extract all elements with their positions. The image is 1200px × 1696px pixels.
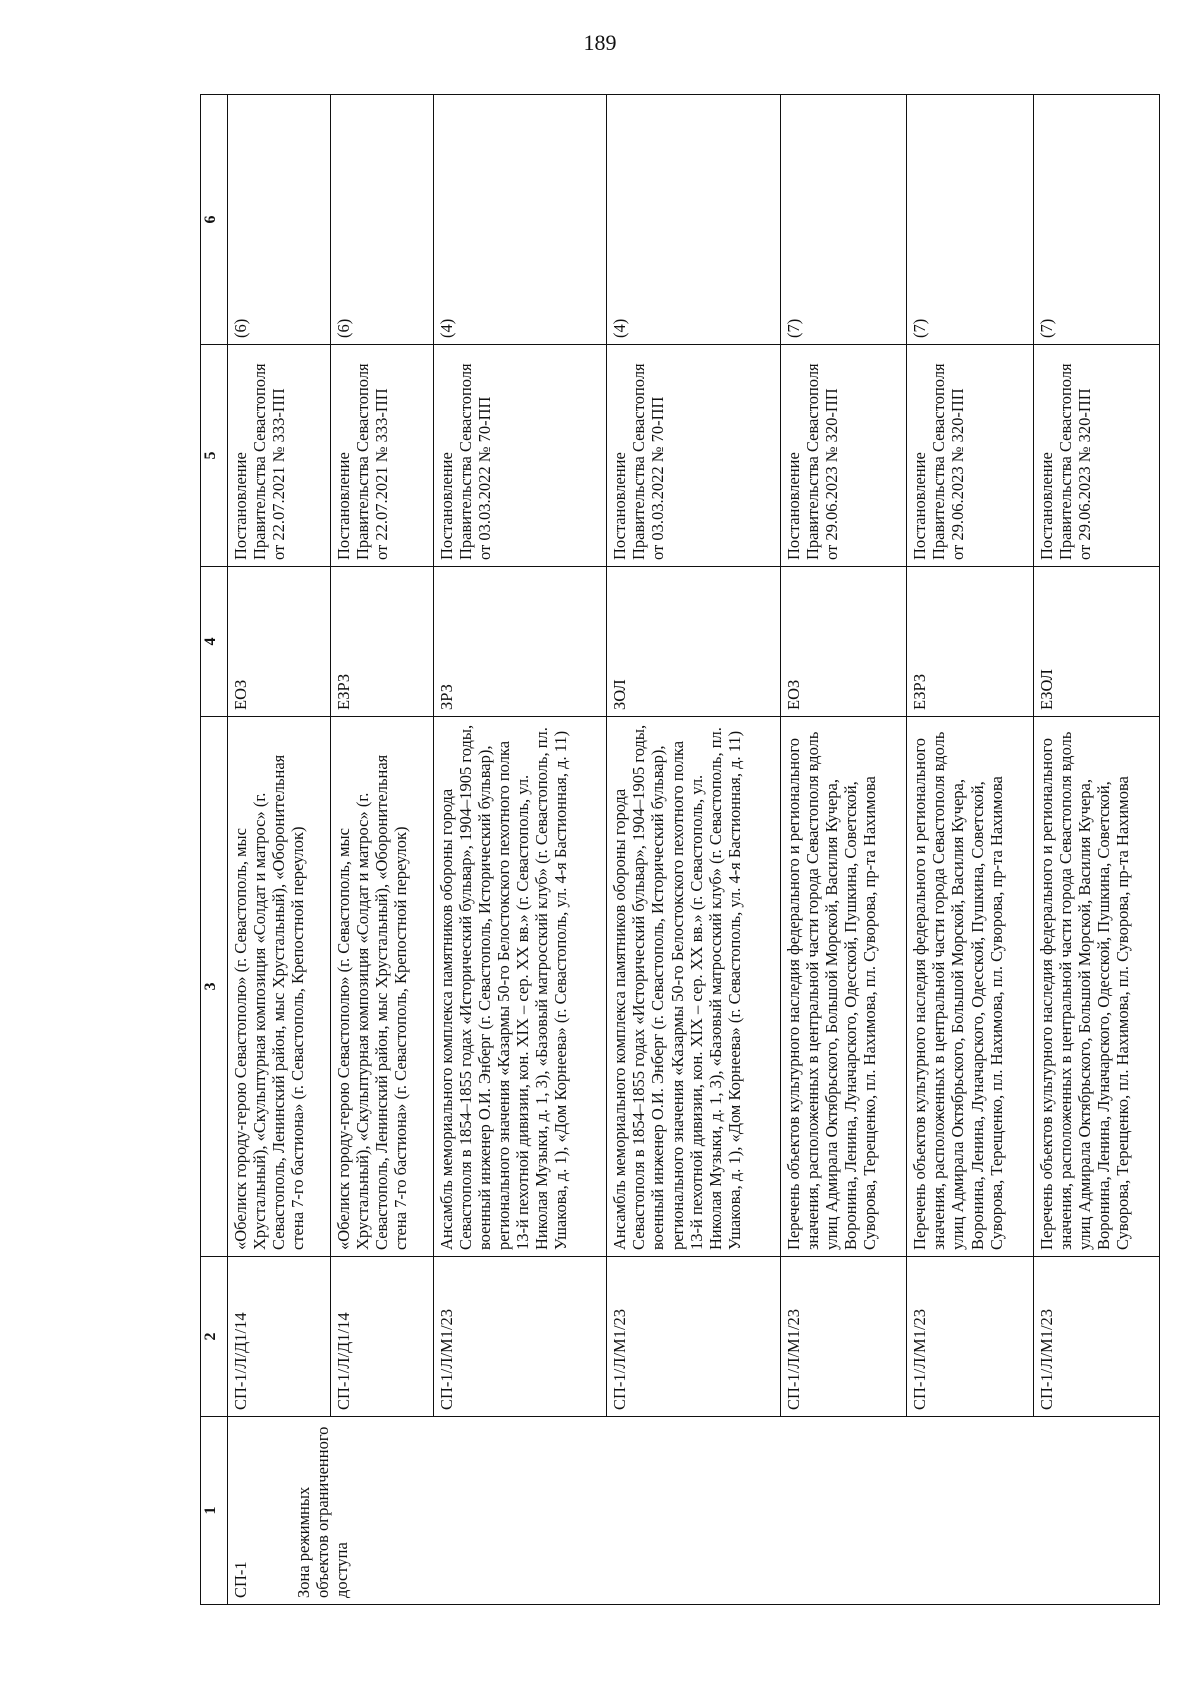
note-reference: (7) (907, 95, 1033, 345)
table-header-row (201, 95, 228, 1605)
legal-document: Постановление Правительства Севастополя от 29.06.2023 № 320-ПП (907, 345, 1033, 567)
legal-document: Постановление Правительства Севастополя от 03.03.2022 № 70-ПП (433, 345, 607, 567)
object-code: СП-1/Л/М1/23 (433, 1257, 607, 1417)
object-list: Ансамбль мемориального комплекса памятников обороны города Севастополя в 1854–1855 годах «Исторический бульвар», 1904–1905 годы, военный инженер О.И. Энберг (г. Севастополь, Исторический бульвар), регионального значения «Казармы 50-го Белостокского пехотного полка 13-й пехотной дивизии, кон. XIX – сер. XX вв.» (г. Севастополь, ул. Николая Музыки, д. 1, 3), «Базовый матросский клуб» (г. Севастополь, пл. Ушакова, д. 1), «Дом Корнеева» (г. Севастополь, ул. 4-я Бастионная, д. 11) (433, 717, 607, 1257)
rotated-table-frame (200, 95, 1160, 1605)
table-row (330, 95, 433, 1605)
table-row (1033, 95, 1159, 1605)
protection-zone-type: ЕЗОЛ (1033, 567, 1159, 717)
object-list: Перечень объектов культурного наследия федерального и регионального значения, расположенных в центральной части города Севастополя вдоль улиц Адмирала Октябрьского, Большой Морской, Василия Кучера, Воронина, Ленина, Луначарского, Одесской, Пушкина, Советской, Суворова, Терещенко, пл. Нахимова, пл. Суворова, пр-та Нахимова (1033, 717, 1159, 1257)
note-reference: (7) (780, 95, 906, 345)
table-row (433, 95, 607, 1605)
object-code: СП-1/Л/М1/23 (607, 1257, 781, 1417)
protection-zone-type: ЗОЛ (607, 567, 781, 717)
zone-code: СП-1 (231, 1561, 250, 1598)
note-reference: (7) (1033, 95, 1159, 345)
column-header-1: 1 (201, 1417, 228, 1605)
object-list: Перечень объектов культурного наследия федерального и регионального значения, расположенных в центральной части города Севастополя вдоль улиц Адмирала Октябрьского, Большой Морской, Василия Кучера, Воронина, Ленина, Луначарского, Одесской, Пушкина, Советской, Суворова, Терещенко, пл. Нахимова, пл. Суворова, пр-та Нахимова (780, 717, 906, 1257)
zones-table (200, 94, 1160, 1605)
protection-zone-type: ЗРЗ (433, 567, 607, 717)
legal-document: Постановление Правительства Севастополя от 22.07.2021 № 333-ПП (228, 345, 331, 567)
note-reference: (4) (607, 95, 781, 345)
table-row (228, 95, 331, 1605)
table-row (780, 95, 906, 1605)
object-code: СП-1/Л/М1/23 (1033, 1257, 1159, 1417)
object-list: «Обелиск городу-герою Севастополю» (г. Севастополь, мыс Хрустальный), «Скульптурная композиция «Солдат и матрос» (г. Севастополь, Ленинский район, мыс Хрустальный), «Оборонительная стена 7-го бастиона» (г. Севастополь, Крепостной переулок) (228, 717, 331, 1257)
object-list: Перечень объектов культурного наследия федерального и регионального значения, расположенных в центральной части города Севастополя вдоль улиц Адмирала Октябрьского, Большой Морской, Василия Кучера, Воронина, Ленина, Луначарского, Одесской, Пушкина, Советской, Суворова, Терещенко, пл. Нахимова, пл. Суворова, пр-та Нахимова (907, 717, 1033, 1257)
column-header-3: 3 (201, 717, 228, 1257)
rotated-table-container (200, 95, 1160, 1605)
column-header-5: 5 (201, 345, 228, 567)
object-code: СП-1/Л/Д1/14 (228, 1257, 331, 1417)
zone-cell (228, 1417, 1160, 1605)
column-header-6: 6 (201, 95, 228, 345)
table-row (607, 95, 781, 1605)
page-number: 189 (583, 30, 617, 55)
column-header-4: 4 (201, 567, 228, 717)
object-list: Ансамбль мемориального комплекса памятников обороны города Севастополя в 1854–1855 годах «Исторический бульвар», 1904–1905 годы, военный инженер О.И. Энберг (г. Севастополь, Исторический бульвар), регионального значения «Казармы 50-го Белостокского пехотного полка 13-й пехотной дивизии, кон. XIX – сер. XX вв.» (г. Севастополь, ул. Николая Музыки, д. 1, 3), «Базовый матросский клуб» (г. Севастополь, пл. Ушакова, д. 1), «Дом Корнеева» (г. Севастополь, ул. 4-я Бастионная, д. 11) (607, 717, 781, 1257)
legal-document: Постановление Правительства Севастополя от 29.06.2023 № 320-ПП (1033, 345, 1159, 567)
protection-zone-type: ЕЗРЗ (330, 567, 433, 717)
object-code: СП-1/Л/М1/23 (780, 1257, 906, 1417)
legal-document: Постановление Правительства Севастополя от 03.03.2022 № 70-ПП (607, 345, 781, 567)
legal-document: Постановление Правительства Севастополя от 22.07.2021 № 333-ПП (330, 345, 433, 567)
object-code: СП-1/Л/Д1/14 (330, 1257, 433, 1417)
legal-document: Постановление Правительства Севастополя от 29.06.2023 № 320-ПП (780, 345, 906, 567)
note-reference: (6) (330, 95, 433, 345)
zone-description: Зона режимных объектов ограниченного доступа (294, 1426, 352, 1598)
object-code: СП-1/Л/М1/23 (907, 1257, 1033, 1417)
column-header-2: 2 (201, 1257, 228, 1417)
table-row (907, 95, 1033, 1605)
object-list: «Обелиск городу-герою Севастополю» (г. Севастополь, мыс Хрустальный), «Скульптурная композиция «Солдат и матрос» (г. Севастополь, Ленинский район, мыс Хрустальный), «Оборонительная стена 7-го бастиона» (г. Севастополь, Крепостной переулок) (330, 717, 433, 1257)
note-reference: (6) (228, 95, 331, 345)
protection-zone-type: ЕОЗ (780, 567, 906, 717)
note-reference: (4) (433, 95, 607, 345)
protection-zone-type: ЕОЗ (228, 567, 331, 717)
protection-zone-type: ЕЗРЗ (907, 567, 1033, 717)
